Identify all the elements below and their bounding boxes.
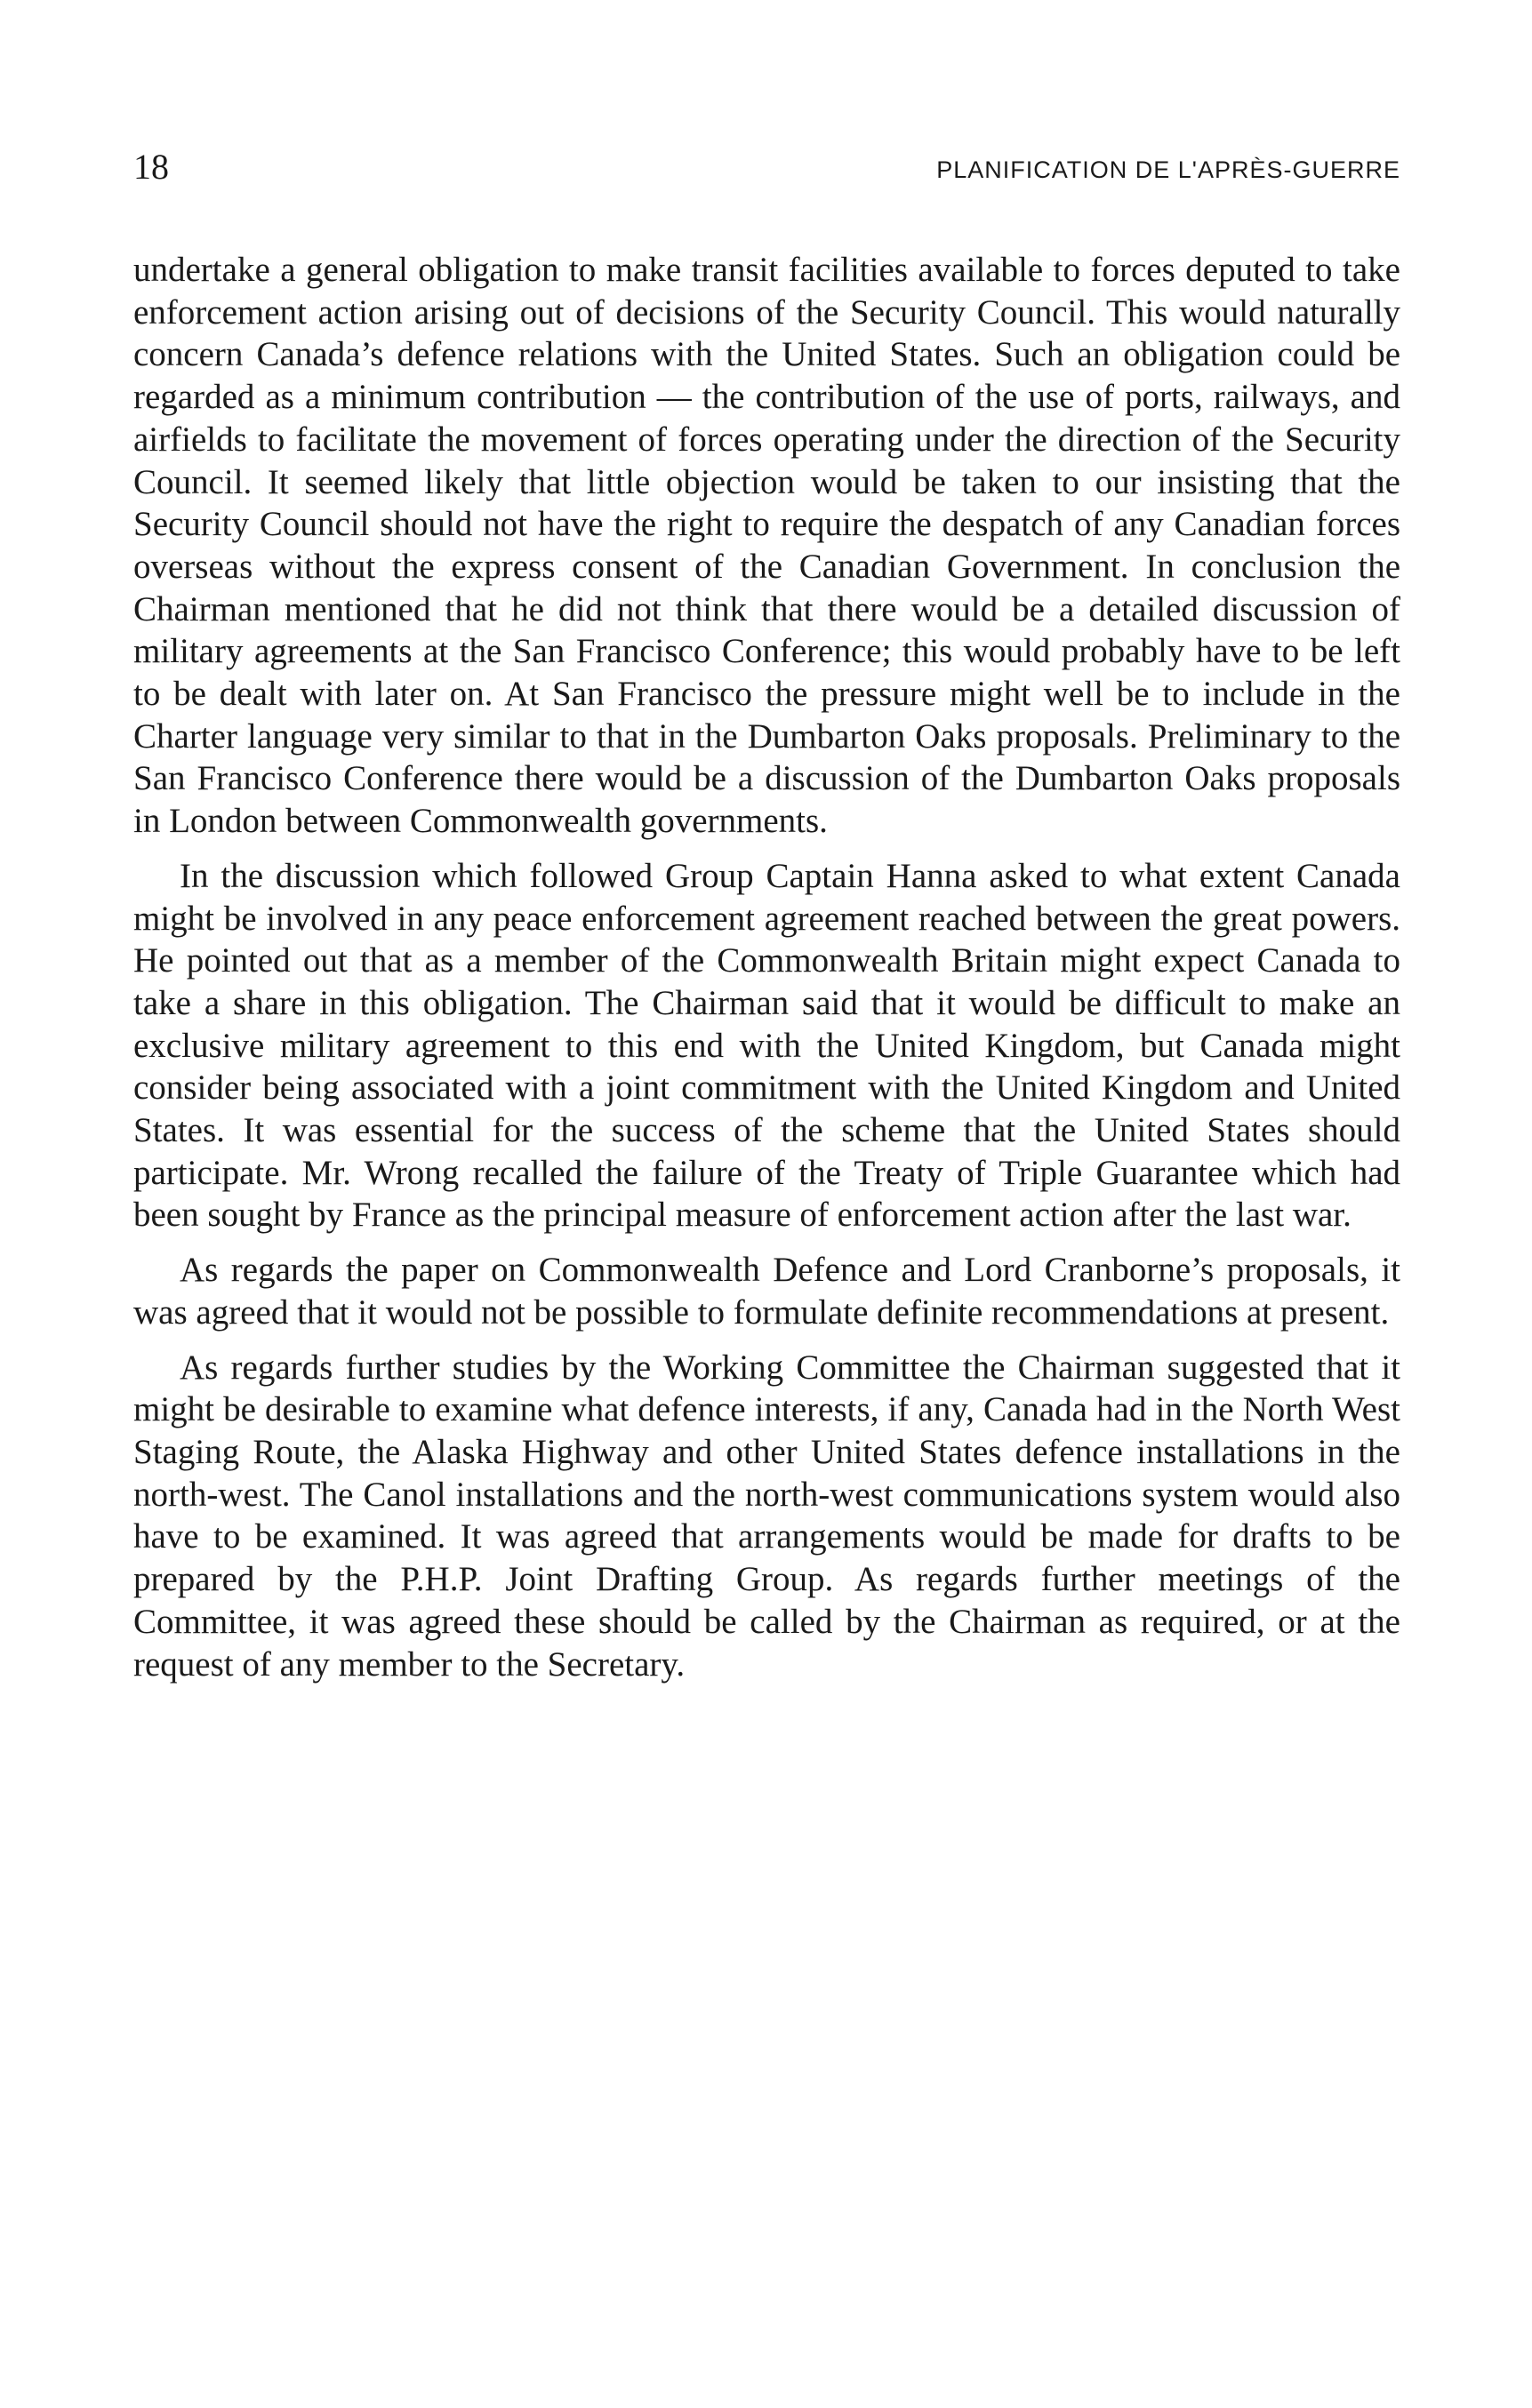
paragraph-further-studies: As regards further studies by the Working Committee the Chairman suggested that it might be desirable to examine what defence interests, if any, Canada had in the North West Staging Route, the Alaska Highway and other United States defence installations in the north-west. The Canol installations and the north-west communications system would also have to be examined. It was agreed that arrangements would be made for drafts to be prepared by the P.H.P. Joint Drafting Group. As regards further meetings of the Committee, it was agreed these should be called by the Chairman as required, or at the request of any member to the Secretary. — [133, 1348, 1400, 1684]
paragraph-commonwealth-defence: As regards the paper on Commonwealth Defence and Lord Cranborne’s proposals, it was agreed that it would not be possible to formulate definite recommendations at present. — [133, 1251, 1400, 1332]
body-text — [133, 249, 1400, 1698]
running-header — [133, 140, 1400, 194]
paragraph-discussion: In the discussion which followed Group Captain Hanna asked to what extent Canada might be involved in any peace enforcement agreement reached between the great powers. He pointed out that as a member of the Commonwealth Britain might expect Canada to take a share in this obligation. The Chairman said that it would be difficult to make an exclusive military agreement to this end with the United Kingdom, but Canada might consider being associated with a joint commitment with the United Kingdom and United States. It was essential for the success of the scheme that the United States should participate. Mr. Wrong recalled the failure of the Treaty of Triple Guarantee which had been sought by France as the principal measure of enforcement action after the last war. — [133, 856, 1400, 1235]
running-title: PLANIFICATION DE L'APRÈS-GUERRE — [936, 156, 1400, 183]
paragraph-continued: undertake a general obligation to make transit facilities available to forces deputed to take enforcement action arising out of decisions of the Security Council. This would naturally concern Canada’s defence relations with the United States. Such an obligation could be regarded as a minimum contribution — the contribution of the use of ports, railways, and airfields to facilitate the movement of forces operating under the direction of the Security Council. It seemed likely that little objection would be taken to our insisting that the Security Council should not have the right to require the despatch of any Canadian forces overseas without the express consent of the Canadian Government. In conclusion the Chairman mentioned that he did not think that there would be a detailed discussion of military agreements at the San Francisco Conference; this would probably have to be left to be dealt with later on. At San Francisco the pressure might well be to include in the Charter language very similar to that in the Dumbarton Oaks proposals. Preliminary to the San Francisco Conference there would be a discussion of the Dumbarton Oaks proposals in London between Commonwealth governments. — [133, 251, 1400, 841]
page-number: 18 — [133, 147, 169, 187]
